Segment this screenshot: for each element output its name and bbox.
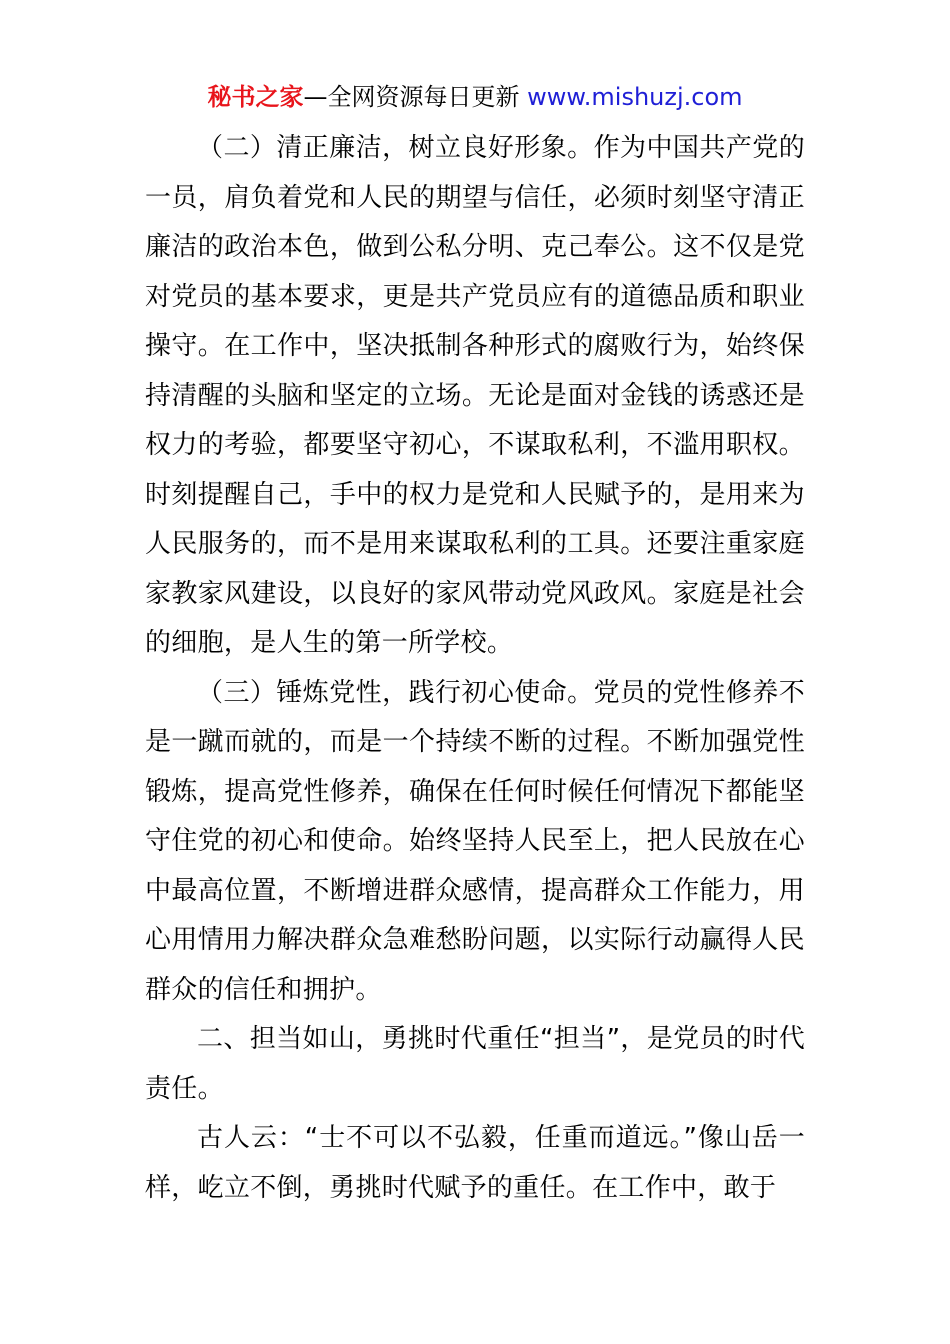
site-url-link[interactable]: www.mishuzj.com — [527, 83, 743, 111]
section-heading-responsibility: 二、担当如山，勇挑时代重任“担当”，是党员的时代责任。 — [145, 1024, 805, 1104]
paragraph-party-spirit: （三）锤炼党性，践行初心使命。党员的党性修养不是一蹴而就的，而是一个持续不断的过程。不断加强党性锻炼，提高党性修养，确保在任何时候任何情况下都能坚守住党的初心和使命。始终坚持人民至上，把人民放在心中最高位置，不断增进群众感情，提高群众工作能力，用心用情用力解决群众急难愁盼问题，以实际行动赢得人民群众的信任和拥护。 — [145, 677, 805, 1005]
paragraph-integrity: （二）清正廉洁，树立良好形象。作为中国共产党的一员，肩负着党和人民的期望与信任，必须时刻坚守清正廉洁的政治本色，做到公私分明、克己奉公。这不仅是党对党员的基本要求，更是共产党员应有的道德品质和职业操守。在工作中，坚决抵制各种形式的腐败行为，始终保持清醒的头脑和坚定的立场。无论是面对金钱的诱惑还是权力的考验，都要坚守初心，不谋取私利，不滥用职权。时刻提醒自己，手中的权力是党和人民赋予的，是用来为人民服务的，而不是用来谋取私利的工具。还要注重家庭家教家风建设，以良好的家风带动党风政风。家庭是社会的细胞，是人生的第一所学校。 — [145, 133, 805, 658]
header-tagline: —全网资源每日更新 — [303, 83, 520, 111]
brand-name: 秘书之家 — [207, 83, 304, 111]
document-body — [145, 124, 805, 1213]
site-header — [0, 80, 950, 114]
paragraph-ancient-quote: 古人云：“士不可以不弘毅，任重而道远。”像山岳一样，屹立不倒，勇挑时代赋予的重任。在工作中，敢于 — [145, 1123, 805, 1203]
